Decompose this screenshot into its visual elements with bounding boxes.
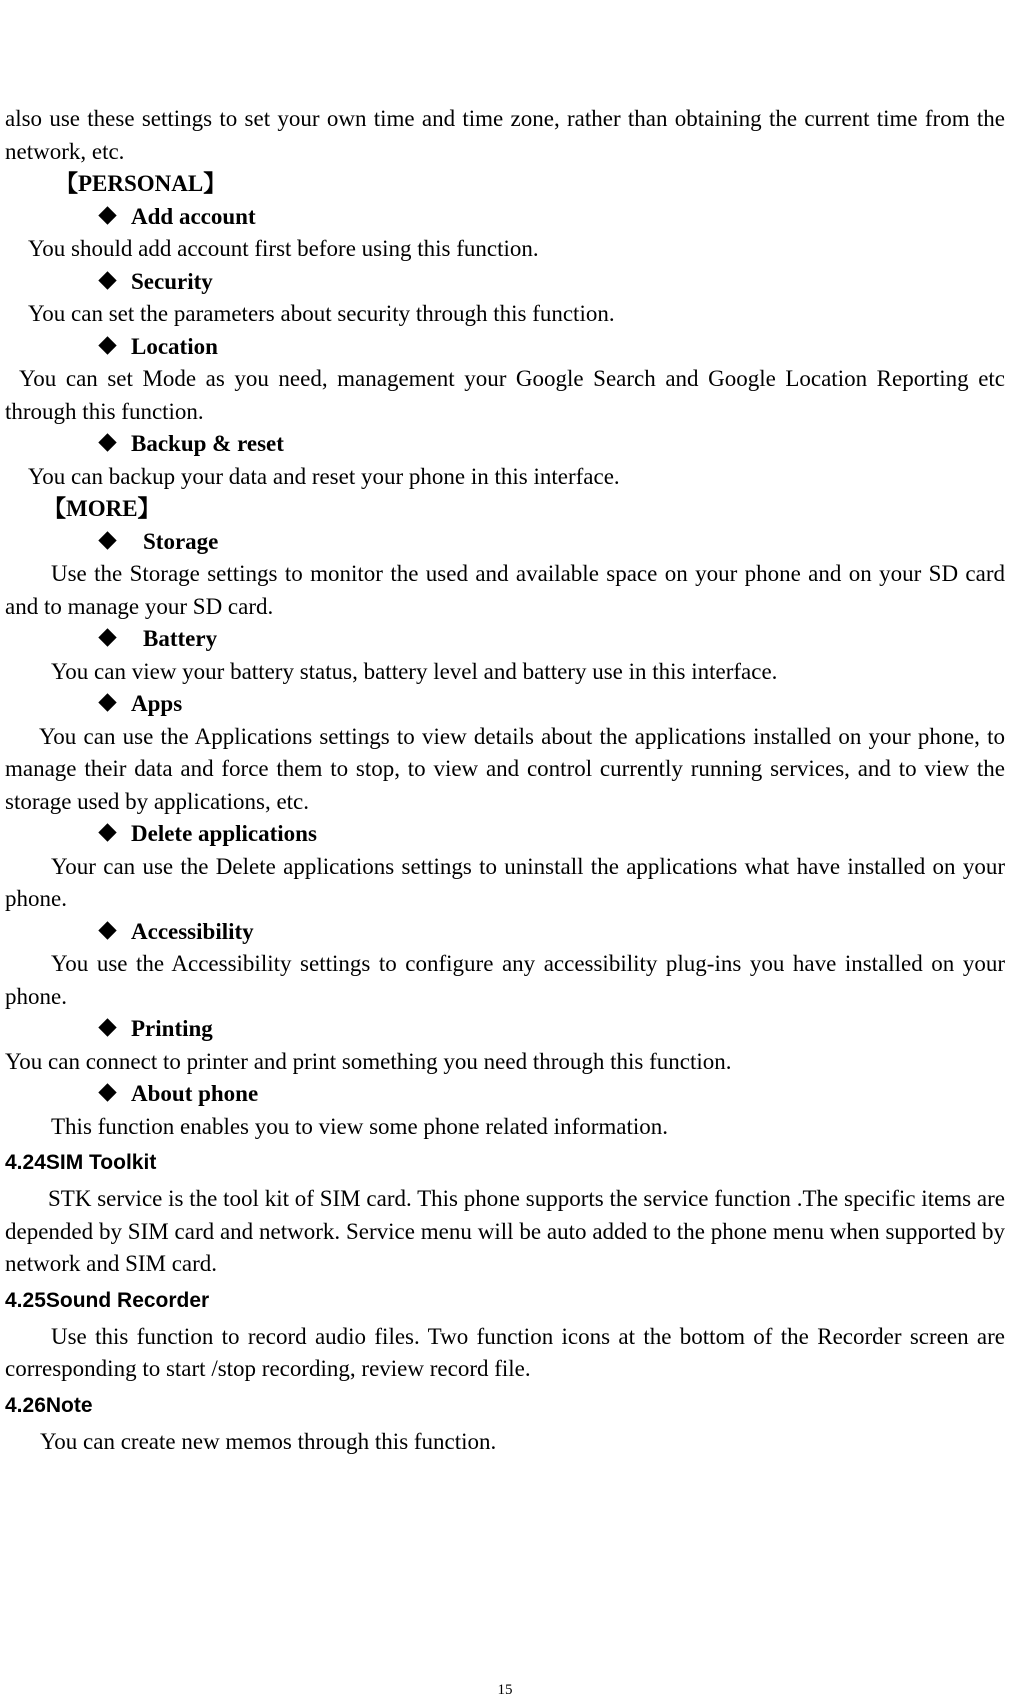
- bullet-printing: [5, 1013, 1005, 1046]
- bullet-battery: [5, 623, 1005, 656]
- diamond-bullet-icon: [98, 1018, 116, 1036]
- bullet-delete-applications: [5, 818, 1005, 851]
- section-heading-sound-recorder: 4.25Sound Recorder: [5, 1288, 210, 1312]
- bullet-title: Apps: [131, 691, 183, 716]
- apps-text: You can use the Applications settings to view details about the applications installed on your phone, to manage their data and force them to stop, to view and control currently running services, and to view the storage used by applications, etc.: [5, 723, 1005, 814]
- diamond-bullet-icon: [98, 271, 116, 289]
- bullet-title: Delete applications: [131, 821, 317, 846]
- bullet-location: [5, 331, 1005, 364]
- intro-paragraph: also use these settings to set your own time and time zone, rather than obtaining the current time from the network, etc.: [5, 106, 1005, 164]
- bullet-title: Printing: [131, 1016, 213, 1041]
- bullet-title: About phone: [131, 1081, 259, 1106]
- location-text: You can set Mode as you need, management your Google Search and Google Location Reporting etc through this function.: [5, 366, 1005, 424]
- page-number: 15: [497, 1682, 513, 1698]
- bullet-title: Add account: [131, 203, 256, 229]
- section-heading-sim-toolkit: 4.24SIM Toolkit: [5, 1151, 157, 1174]
- about-phone-text: This function enables you to view some phone related information.: [51, 1113, 669, 1139]
- bullet-storage: [5, 526, 1005, 559]
- bullet-accessibility: [5, 916, 1005, 949]
- diamond-bullet-icon: [98, 531, 116, 549]
- battery-text: You can view your battery status, battery level and battery use in this interface.: [51, 658, 778, 684]
- bullet-title: Location: [131, 333, 218, 359]
- storage-text: Use the Storage settings to monitor the used and available space on your phone and on your SD card and to manage your SD card.: [5, 561, 1005, 619]
- sim-toolkit-text: STK service is the tool kit of SIM card. This phone supports the service function .The specific items are depended by SIM card and network. Service menu will be auto added to the phone menu when supported by network and SIM card.: [5, 1186, 1005, 1276]
- diamond-bullet-icon: [98, 921, 116, 939]
- document-page: [5, 103, 1005, 1458]
- diamond-bullet-icon: [98, 693, 116, 711]
- bullet-title: Backup & reset: [131, 431, 284, 456]
- personal-section-tag: 【PERSONAL】: [55, 171, 227, 196]
- accessibility-text: You use the Accessibility settings to configure any accessibility plug-ins you have installed on your phone.: [5, 951, 1005, 1009]
- diamond-bullet-icon: [98, 823, 116, 841]
- section-heading-note: 4.26Note: [5, 1393, 93, 1417]
- bullet-title: Battery: [143, 626, 218, 651]
- bullet-apps: [5, 688, 1005, 721]
- diamond-bullet-icon: [98, 628, 116, 646]
- backup-reset-text: You can backup your data and reset your phone in this interface.: [28, 463, 620, 489]
- bullet-security: [5, 266, 1005, 299]
- more-section-tag: 【MORE】: [43, 496, 161, 521]
- diamond-bullet-icon: [98, 433, 116, 451]
- diamond-bullet-icon: [98, 206, 116, 224]
- note-text: You can create new memos through this function.: [40, 1428, 497, 1454]
- add-account-text: You should add account first before using this function.: [28, 236, 539, 261]
- printing-text: You can connect to printer and print something you need through this function.: [5, 1048, 732, 1074]
- bullet-add-account: [5, 201, 1005, 234]
- bullet-title: Accessibility: [131, 918, 254, 944]
- sound-recorder-text: Use this function to record audio files. Two function icons at the bottom of the Recorder screen are corresponding to start /stop recording, review record file.: [5, 1323, 1005, 1381]
- bullet-title: Security: [131, 268, 213, 294]
- diamond-bullet-icon: [98, 1083, 116, 1101]
- bullet-about-phone: [5, 1078, 1005, 1111]
- diamond-bullet-icon: [98, 336, 116, 354]
- security-text: You can set the parameters about security through this function.: [28, 301, 615, 326]
- delete-applications-text: Your can use the Delete applications settings to uninstall the applications what have installed on your phone.: [5, 853, 1005, 911]
- bullet-backup-reset: [5, 428, 1005, 461]
- bullet-title: Storage: [143, 528, 219, 554]
